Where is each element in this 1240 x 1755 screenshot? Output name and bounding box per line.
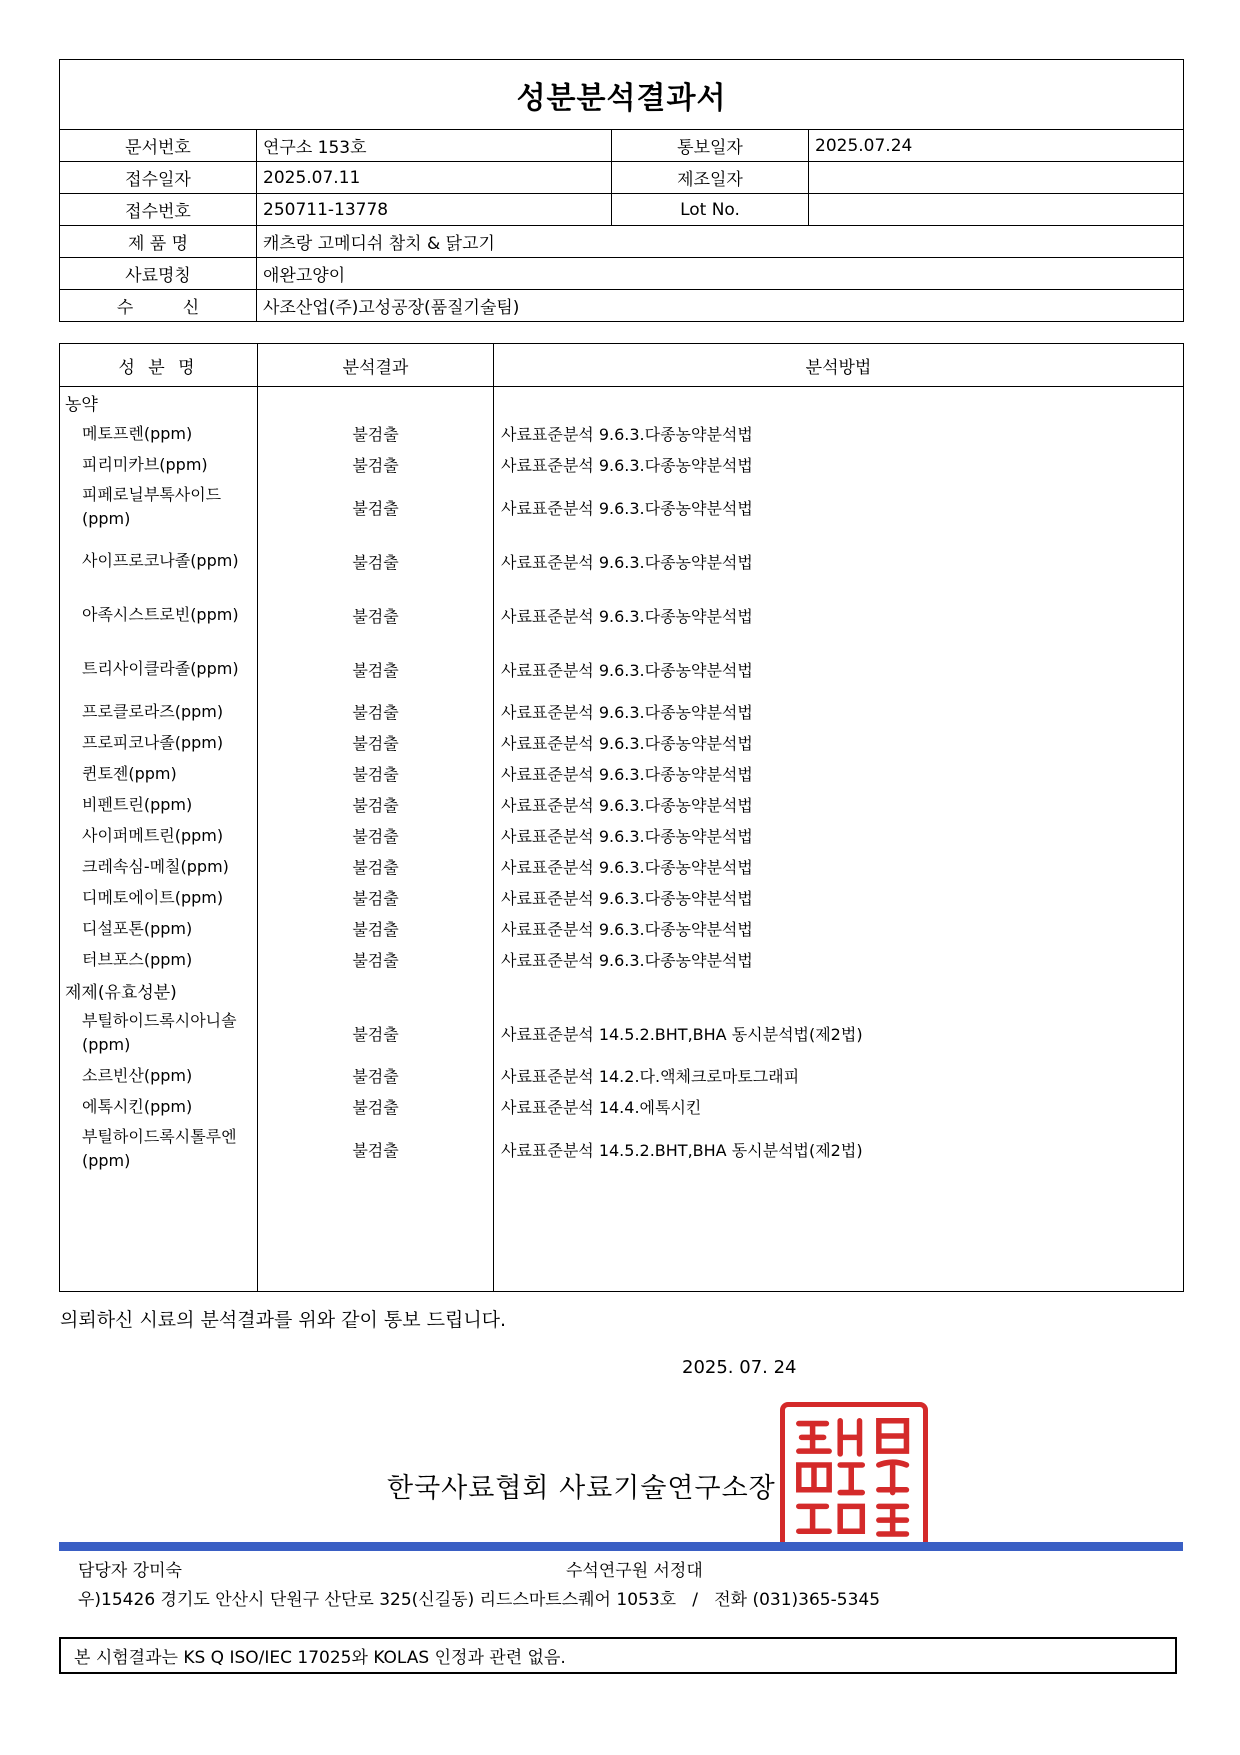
component-name: 사이프로코나졸(ppm) <box>82 551 239 570</box>
notify-date-label: 통보일자 <box>612 130 809 162</box>
method-value: 사료표준분석 9.6.3.다종농약분석법 <box>501 889 753 908</box>
category-spacer <box>258 387 493 418</box>
method-value: 사료표준분석 9.6.3.다종농약분석법 <box>501 425 753 444</box>
manager-name: 담당자 강미숙 <box>78 1561 182 1581</box>
component-name: 프로클로라즈(ppm) <box>82 701 224 721</box>
method-value: 사료표준분석 9.6.3.다종농약분석법 <box>501 920 753 939</box>
mfg-date-value <box>809 162 1184 194</box>
method-value: 사료표준분석 9.6.3.다종농약분석법 <box>501 498 753 518</box>
result-value: 불검출 <box>352 1024 399 1044</box>
sample-label: 사료명칭 <box>60 258 257 290</box>
lot-label: Lot No. <box>612 194 809 226</box>
result-value: 불검출 <box>352 858 399 877</box>
method-value: 사료표준분석 9.6.3.다종농약분석법 <box>501 552 753 572</box>
component-name: 퀸토젠(ppm) <box>82 763 177 783</box>
recipient-value: 사조산업(주)고성공장(품질기술팀) <box>257 290 1184 322</box>
notify-date-value: 2025.07.24 <box>809 130 1184 162</box>
notice-text: 의뢰하신 시료의 분석결과를 위와 같이 통보 드립니다. <box>60 1309 507 1331</box>
result-value: 불검출 <box>352 920 399 939</box>
doc-no-label: 문서번호 <box>60 130 257 162</box>
result-value: 불검출 <box>352 456 399 475</box>
result-value: 불검출 <box>352 734 399 753</box>
method-value: 사료표준분석 9.6.3.다종농약분석법 <box>501 660 753 680</box>
receipt-date-value: 2025.07.11 <box>257 162 612 194</box>
result-value: 불검출 <box>352 498 399 518</box>
method-value: 사료표준분석 9.6.3.다종농약분석법 <box>501 858 753 877</box>
component-name: 크레속심-메칠(ppm) <box>82 856 229 876</box>
category-label: 제제(유효성분) <box>65 983 177 1003</box>
component-name: 메토프렌(ppm) <box>82 423 193 443</box>
component-name: 에톡시킨(ppm) <box>82 1096 193 1116</box>
result-value: 불검출 <box>352 703 399 722</box>
component-name: 사이퍼메트린(ppm) <box>82 825 224 845</box>
method-value: 사료표준분석 14.5.2.BHT,BHA 동시분석법(제2법) <box>501 1140 863 1160</box>
result-value: 불검출 <box>352 660 399 680</box>
seal-icon <box>785 1407 923 1545</box>
method-value: 사료표준분석 14.5.2.BHT,BHA 동시분석법(제2법) <box>501 1024 863 1044</box>
method-value: 사료표준분석 14.4.에톡시킨 <box>501 1098 702 1117</box>
result-value: 불검출 <box>352 827 399 846</box>
component-name: 피리미카브(ppm) <box>82 454 208 474</box>
chief-name: 수석연구원 서정대 <box>566 1561 703 1581</box>
component-name: 소르빈산(ppm) <box>82 1065 193 1085</box>
disclaimer-text: 본 시험결과는 KS Q ISO/IEC 17025와 KOLAS 인정과 관련 없음. <box>74 1648 566 1668</box>
results-table <box>59 343 1184 1292</box>
result-value: 불검출 <box>352 606 399 626</box>
result-value: 불검출 <box>352 1067 399 1086</box>
component-name: 디메토에이트(ppm) <box>82 887 224 907</box>
result-value: 불검출 <box>352 1140 399 1160</box>
document-title: 성분분석결과서 <box>60 60 1184 130</box>
method-value: 사료표준분석 9.6.3.다종농약분석법 <box>501 734 753 753</box>
product-value: 캐츠랑 고메디쉬 참치 & 닭고기 <box>257 226 1184 258</box>
receipt-no-value: 250711-13778 <box>257 194 612 226</box>
method-value: 사료표준분석 9.6.3.다종농약분석법 <box>501 456 753 475</box>
category-spacer <box>494 975 1183 1006</box>
category-spacer <box>494 387 1183 418</box>
disclaimer-box <box>59 1637 1177 1674</box>
result-value: 불검출 <box>352 425 399 444</box>
result-value: 불검출 <box>352 951 399 970</box>
category-spacer <box>258 975 493 1006</box>
sample-value: 애완고양이 <box>257 258 1184 290</box>
mfg-date-label: 제조일자 <box>612 162 809 194</box>
recipient-label: 수 신 <box>60 290 257 322</box>
component-name: 부틸하이드록시아니솔(ppm) <box>82 1011 237 1054</box>
issuer-name: 한국사료협회 사료기술연구소장 <box>387 1473 776 1504</box>
product-label: 제 품 명 <box>60 226 257 258</box>
component-name: 디설포톤(ppm) <box>82 918 193 938</box>
result-value: 불검출 <box>352 1098 399 1117</box>
address-line: 우)15426 경기도 안산시 단원구 산단로 325(신길동) 리드스마트스퀘어 1053호 / 전화 (031)365-5345 <box>78 1590 881 1610</box>
component-column <box>60 387 258 1292</box>
result-value: 불검출 <box>352 765 399 784</box>
header-component: 성 분 명 <box>60 344 258 387</box>
component-name: 터브포스(ppm) <box>82 949 193 969</box>
method-value: 사료표준분석 14.2.다.액체크로마토그래피 <box>501 1067 800 1086</box>
method-column <box>494 387 1184 1292</box>
result-value: 불검출 <box>352 552 399 572</box>
component-name: 트리사이클라졸(ppm) <box>82 659 239 678</box>
receipt-date-label: 접수일자 <box>60 162 257 194</box>
component-name: 피페로닐부톡사이드(ppm) <box>82 485 222 528</box>
component-name: 프로피코나졸(ppm) <box>82 732 224 752</box>
result-value: 불검출 <box>352 796 399 815</box>
component-name: 아족시스트로빈(ppm) <box>82 605 239 624</box>
method-value: 사료표준분석 9.6.3.다종농약분석법 <box>501 796 753 815</box>
component-name: 부틸하이드록시톨루엔(ppm) <box>82 1127 237 1170</box>
official-seal <box>780 1402 928 1550</box>
result-column <box>258 387 494 1292</box>
lot-value <box>809 194 1184 226</box>
doc-no-value: 연구소 153호 <box>257 130 612 162</box>
header-result: 분석결과 <box>258 344 494 387</box>
component-name: 비펜트린(ppm) <box>82 794 193 814</box>
result-value: 불검출 <box>352 889 399 908</box>
method-value: 사료표준분석 9.6.3.다종농약분석법 <box>501 827 753 846</box>
receipt-no-label: 접수번호 <box>60 194 257 226</box>
header-method: 분석방법 <box>494 344 1184 387</box>
method-value: 사료표준분석 9.6.3.다종농약분석법 <box>501 703 753 722</box>
divider-rule <box>59 1542 1183 1551</box>
method-value: 사료표준분석 9.6.3.다종농약분석법 <box>501 765 753 784</box>
method-value: 사료표준분석 9.6.3.다종농약분석법 <box>501 606 753 626</box>
category-label: 농약 <box>65 395 98 415</box>
issue-date: 2025. 07. 24 <box>682 1357 797 1378</box>
method-value: 사료표준분석 9.6.3.다종농약분석법 <box>501 951 753 970</box>
info-table <box>59 59 1184 322</box>
